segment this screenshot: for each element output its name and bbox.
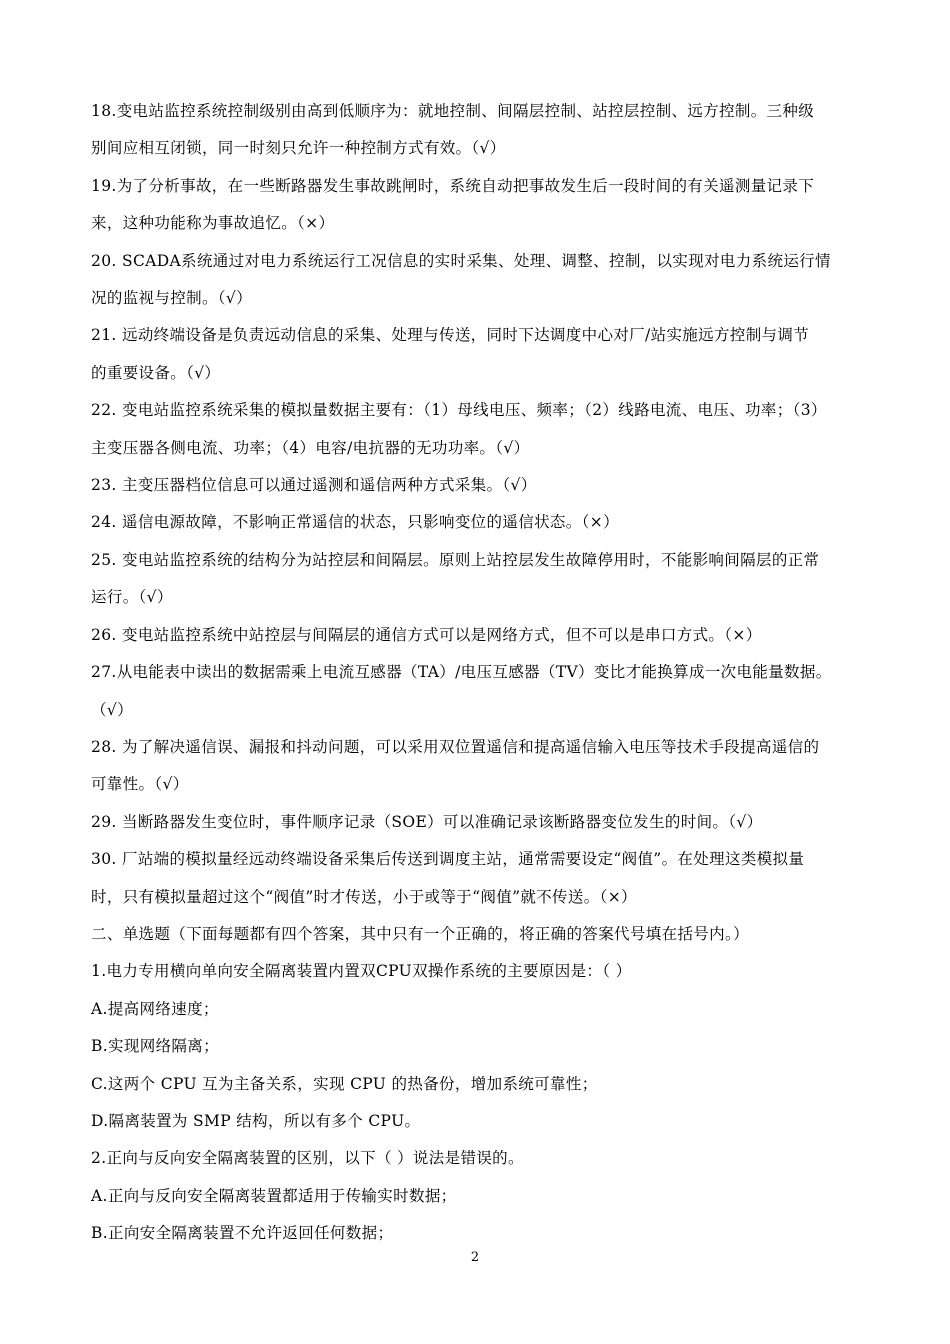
text-line: 时，只有模拟量超过这个“阀值”时才传送，小于或等于“阀值”就不传送。（×） — [91, 887, 637, 906]
text-line: 二、单选题（下面每题都有四个答案，其中只有一个正确的，将正确的答案代号填在括号内。） — [91, 924, 749, 943]
text-line: 19.为了分析事故，在一些断路器发生事故跳闸时，系统自动把事故发生后一段时间的有关遥测量记录下 — [91, 176, 815, 195]
text-line: 18.变电站监控系统控制级别由高到低顺序为：就地控制、间隔层控制、站控层控制、远方控制。三种级 — [91, 102, 815, 120]
paragraph — [91, 504, 866, 541]
paragraph — [91, 168, 866, 243]
text-line: 27.从电能表中读出的数据需乘上电流互感器（TA）/电压互感器（TV）变比才能换算成一次电能量数据。 — [91, 663, 832, 682]
paragraph — [91, 617, 866, 654]
text-line: 可靠性。（√） — [91, 775, 189, 794]
paragraph — [91, 1215, 866, 1252]
text-line: 22. 变电站监控系统采集的模拟量数据主要有：（1）母线电压、频率；（2）线路电流、电压、功率；（3） — [91, 401, 827, 420]
text-line: D.隔离装置为 SMP 结构，所以有多个 CPU。 — [91, 1111, 421, 1130]
text-line: 1.电力专用横向单向安全隔离装置内置双CPU双操作系统的主要原因是：（ ） — [91, 962, 632, 981]
document-body — [91, 93, 866, 1253]
paragraph — [91, 804, 866, 841]
text-line: 30. 厂站端的模拟量经远动终端设备采集后传送到调度主站，通常需要设定“阀值”。在处理这类模拟量 — [91, 850, 805, 869]
paragraph — [91, 991, 866, 1028]
text-line: 20. SCADA系统通过对电力系统运行工况信息的实时采集、处理、调整、控制，以实现对电力系统运行情 — [91, 251, 831, 270]
paragraph — [91, 542, 866, 617]
text-line: 25. 变电站监控系统的结构分为站控层和间隔层。原则上站控层发生故障停用时，不能影响间隔层的正常 — [91, 550, 820, 569]
paragraph — [91, 1140, 866, 1177]
paragraph — [91, 317, 866, 392]
text-line: 别间应相互闭锁，同一时刻只允许一种控制方式有效。（√） — [91, 139, 506, 158]
text-line: A.提高网络速度； — [91, 999, 219, 1018]
text-line: 24. 遥信电源故障，不影响正常遥信的状态，只影响变位的遥信状态。（×） — [91, 513, 619, 532]
paragraph — [91, 953, 866, 990]
text-line: 2.正向与反向安全隔离装置的区别，以下（ ）说法是错误的。 — [91, 1149, 524, 1168]
paragraph — [91, 93, 866, 168]
text-line: A.正向与反向安全隔离装置都适用于传输实时数据； — [91, 1186, 457, 1205]
text-line: 运行。（√） — [91, 588, 173, 607]
paragraph — [91, 1066, 866, 1103]
text-line: 21. 远动终端设备是负责远动信息的采集、处理与传送，同时下达调度中心对厂/站实施远方控制与调节 — [91, 326, 810, 345]
paragraph — [91, 654, 866, 729]
paragraph — [91, 916, 866, 953]
text-line: 来，这种功能称为事故追忆。（×） — [91, 214, 335, 233]
text-line: 23. 主变压器档位信息可以通过遥测和遥信两种方式采集。（√） — [91, 476, 537, 495]
page-number: 2 — [470, 1250, 480, 1265]
paragraph — [91, 1028, 866, 1065]
paragraph — [91, 392, 866, 467]
text-line: 29. 当断路器发生变位时，事件顺序记录（SOE）可以准确记录该断路器变位发生的时间。（√） — [91, 812, 763, 831]
paragraph — [91, 1178, 866, 1215]
text-line: 况的监视与控制。（√） — [91, 289, 252, 308]
text-line: （√） — [91, 700, 133, 719]
text-line: B.实现网络隔离； — [91, 1037, 219, 1056]
text-line: 26. 变电站监控系统中站控层与间隔层的通信方式可以是网络方式，但不可以是串口方式。（×） — [91, 625, 762, 644]
paragraph — [91, 729, 866, 804]
paragraph — [91, 243, 866, 318]
text-line: 的重要设备。（√） — [91, 363, 221, 382]
text-line: 28. 为了解决遥信误、漏报和抖动问题，可以采用双位置遥信和提高遥信输入电压等技术手段提高遥信的 — [91, 737, 820, 756]
paragraph — [91, 467, 866, 504]
text-line: B.正向安全隔离装置不允许返回任何数据； — [91, 1224, 394, 1243]
text-line: 主变压器各侧电流、功率；（4）电容/电抗器的无功功率。（√） — [91, 438, 530, 457]
paragraph — [91, 1103, 866, 1140]
text-line: C.这两个 CPU 互为主备关系，实现 CPU 的热备份，增加系统可靠性； — [91, 1074, 598, 1093]
paragraph — [91, 841, 866, 916]
